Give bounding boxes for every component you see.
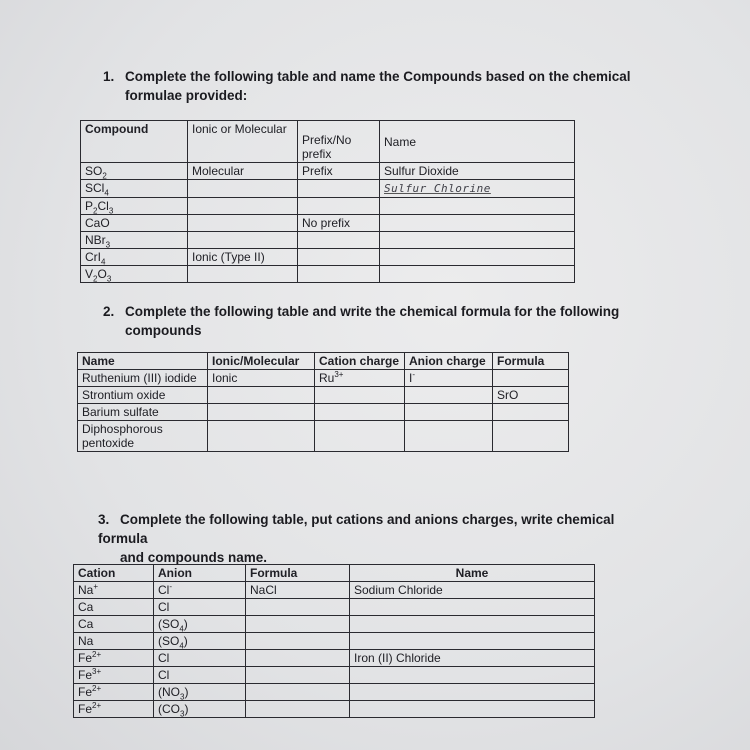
compound-name: Barium sulfate [82,405,159,419]
name-cell[interactable] [350,616,595,633]
prefix-cell[interactable] [298,163,380,180]
ionic-molecular-cell[interactable] [188,180,298,198]
formula-value: SrO [497,388,519,402]
formula-subscript: 4 [104,188,109,198]
charge-superscript: 2+ [92,650,102,659]
compound-formula: V [85,267,94,281]
ionic-molecular-value: Ionic [212,371,238,385]
cation-symbol: Fe [78,685,93,699]
question-1-line2: formulae provided: [125,88,248,103]
table-row [78,370,569,387]
anion-symbol: I [409,371,413,385]
question-2-line2: compounds [125,323,202,338]
charge-superscript: + [93,582,99,591]
paren-open: ( [158,617,162,631]
compound-name-cell [78,421,208,452]
paren-open: ( [158,702,162,716]
header-anion: Anion [154,565,246,582]
compound-name: Sulfur Chlorine [384,182,491,195]
compound-name-cell [78,404,208,421]
cation-cell [74,667,154,684]
question-3-line2: and compounds name. [120,550,268,565]
cation-charge-cell[interactable] [315,421,405,452]
name-cell[interactable] [350,650,595,667]
compound-cell [81,215,188,232]
compound-name: Iron (II) Chloride [354,651,441,665]
ionic-molecular-cell[interactable] [188,198,298,215]
cation-cell [74,684,154,701]
name-cell[interactable] [380,215,575,232]
ionic-molecular-cell[interactable] [208,404,315,421]
formula-cell[interactable] [246,633,350,650]
compound-formula: CaO [85,216,110,230]
table-row [74,650,595,667]
anion-cell [154,633,246,650]
formula-cell[interactable] [493,387,569,404]
anion-symbol: Cl [158,651,170,665]
question-1-number: 1. [103,69,115,84]
header-ionic-molecular-label: Ionic or Molecular [192,122,287,136]
table-row [74,582,595,599]
cation-symbol: Na [78,634,94,648]
charge-superscript: 2+ [92,701,102,710]
table-row [81,180,575,198]
formula-subscript: 3 [180,692,185,702]
prefix-value: No prefix [302,216,351,230]
ionic-molecular-cell[interactable] [188,215,298,232]
prefix-cell[interactable] [298,232,380,249]
formula-subscript: 2 [102,171,107,181]
question-3-number: 3. [98,512,110,527]
compound-name-cell [78,370,208,387]
formula-subscript: 4 [179,624,184,634]
table-row [78,404,569,421]
ionic-molecular-cell[interactable] [208,387,315,404]
compound-name-cell [78,387,208,404]
header-formula: Formula [246,565,350,582]
cation-charge-cell[interactable] [315,404,405,421]
table-row [74,667,595,684]
anion-symbol: CO [162,702,180,716]
cation-cell [74,599,154,616]
anion-cell [154,599,246,616]
cation-symbol: Fe [78,668,93,682]
name-cell[interactable] [380,198,575,215]
compound-formula: SCl [85,181,105,195]
header-anion-charge: Anion charge [405,353,493,370]
compound-name: Diphosphorous pentoxide [82,422,163,450]
table-header-row [81,121,575,163]
charge-superscript: - [412,370,416,379]
paren-close: ) [183,617,188,631]
name-cell[interactable] [380,232,575,249]
cation-cell [74,633,154,650]
anion-cell [154,667,246,684]
paren-close: ) [184,702,189,716]
prefix-cell[interactable] [298,180,380,198]
compound-formula: P [85,199,94,213]
charge-superscript: 3+ [334,370,344,379]
compound-formula: CrI [85,250,101,264]
name-cell[interactable] [350,582,595,599]
name-cell[interactable] [350,667,595,684]
name-cell[interactable] [350,599,595,616]
ionic-molecular-cell[interactable] [188,163,298,180]
table-row [74,701,595,718]
table-row [74,684,595,701]
paren-open: ( [158,685,162,699]
header-ionic-molecular [188,121,298,163]
ionic-molecular-cell[interactable] [188,232,298,249]
cation-symbol: Fe [78,702,93,716]
table-row [74,633,595,650]
compound-cell [81,163,188,180]
anion-cell [154,616,246,633]
header-name: Name [78,353,208,370]
ionic-molecular-value: Ionic (Type II) [192,250,265,264]
formula-subscript: 4 [179,641,184,651]
ionic-molecular-cell[interactable] [208,421,315,452]
formula-cell[interactable] [246,701,350,718]
header-name: Name [350,565,595,582]
formula-subscript: 3 [106,274,112,284]
name-cell[interactable] [380,249,575,266]
compound-cell [81,198,188,215]
anion-symbol: NO [162,685,180,699]
table-row [81,249,575,266]
compound-cell [81,266,188,283]
compound-table [80,120,575,283]
formula-table [77,352,569,452]
table-row [81,215,575,232]
header-formula: Formula [493,353,569,370]
cation-cell [74,701,154,718]
question-2-title [103,302,663,340]
compound-name: Ruthenium (III) iodide [82,371,197,385]
table-row [81,163,575,180]
name-cell[interactable] [350,684,595,701]
compound-cell [81,249,188,266]
compound-cell [81,180,188,198]
formula-subscript: 3 [180,709,185,719]
anion-charge-cell[interactable] [405,421,493,452]
formula-cell[interactable] [246,616,350,633]
anion-symbol: SO [162,617,180,631]
table-header-row [74,565,595,582]
paren-open: ( [158,634,162,648]
cation-symbol: Ru [319,371,335,385]
table-row [78,387,569,404]
cation-charge-cell[interactable] [315,387,405,404]
name-cell[interactable] [350,633,595,650]
anion-symbol: SO [162,634,180,648]
header-name: Name [380,121,575,163]
cation-cell [74,650,154,667]
header-cation: Cation [74,565,154,582]
question-3-title [98,510,658,567]
anion-cell [154,701,246,718]
anion-cell [154,582,246,599]
compound-name: Sodium Chloride [354,583,443,597]
compound-formula: NBr [85,233,106,247]
formula-subscript: 3 [108,206,114,216]
anion-charge-cell[interactable] [405,370,493,387]
name-cell[interactable] [350,701,595,718]
question-2-number: 2. [103,304,115,319]
header-cation-charge: Cation charge [315,353,405,370]
anion-symbol: Cl [158,600,170,614]
formula-cell[interactable] [493,370,569,387]
header-prefix-label: Prefix/No prefix [302,133,352,161]
table-row [81,266,575,283]
table-header-row [78,353,569,370]
cation-cell [74,582,154,599]
ions-table [73,564,595,718]
paren-close: ) [183,634,188,648]
question-3-line1: Complete the following table, put cations and anions charges, write chemical formula [98,512,615,546]
paren-close: ) [184,685,189,699]
formula-cell[interactable] [246,684,350,701]
compound-cell [81,232,188,249]
compound-formula-part: O [97,267,107,281]
anion-charge-cell[interactable] [405,404,493,421]
ionic-molecular-cell[interactable] [188,266,298,283]
table-row [78,421,569,452]
prefix-cell[interactable] [298,215,380,232]
prefix-value: Prefix [302,164,333,178]
header-ionic-molecular: Ionic/Molecular [208,353,315,370]
anion-symbol: Cl [158,668,170,682]
question-2-line1: Complete the following table and write the chemical formula for the following [125,304,620,319]
name-cell[interactable] [380,180,575,198]
name-cell[interactable] [380,163,575,180]
table-row [74,616,595,633]
charge-superscript: 3+ [92,667,102,676]
prefix-cell[interactable] [298,198,380,215]
anion-symbol: Cl [158,583,170,597]
cation-charge-cell[interactable] [315,370,405,387]
table-row [81,198,575,215]
cation-symbol: Fe [78,651,93,665]
prefix-cell[interactable] [298,249,380,266]
formula-subscript: 2 [93,206,98,216]
formula-subscript: 4 [101,257,106,267]
cation-symbol: Ca [78,617,94,631]
cation-cell [74,616,154,633]
header-prefix [298,121,380,163]
compound-name: Sulfur Dioxide [384,164,459,178]
formula-cell[interactable] [246,667,350,684]
anion-charge-cell[interactable] [405,387,493,404]
header-compound: Compound [81,121,188,163]
formula-value: NaCl [250,583,277,597]
question-1-title [103,67,663,105]
ionic-molecular-value: Molecular [192,164,245,178]
table-row [81,232,575,249]
compound-name: Strontium oxide [82,388,166,402]
charge-superscript: - [169,582,173,591]
ionic-molecular-cell[interactable] [188,249,298,266]
anion-cell [154,650,246,667]
formula-cell[interactable] [246,582,350,599]
formula-subscript: 3 [105,240,111,250]
formula-cell[interactable] [246,650,350,667]
formula-cell[interactable] [493,421,569,452]
question-1-line1: Complete the following table and name the Compounds based on the chemical [125,69,631,84]
cation-symbol: Na [78,583,94,597]
compound-formula-part: Cl [97,199,109,213]
formula-cell[interactable] [246,599,350,616]
name-cell[interactable] [380,266,575,283]
compound-formula: SO [85,164,103,178]
formula-cell[interactable] [493,404,569,421]
cation-symbol: Ca [78,600,94,614]
prefix-cell[interactable] [298,266,380,283]
charge-superscript: 2+ [92,684,102,693]
formula-subscript: 2 [93,274,98,284]
anion-cell [154,684,246,701]
table-row [74,599,595,616]
ionic-molecular-cell[interactable] [208,370,315,387]
